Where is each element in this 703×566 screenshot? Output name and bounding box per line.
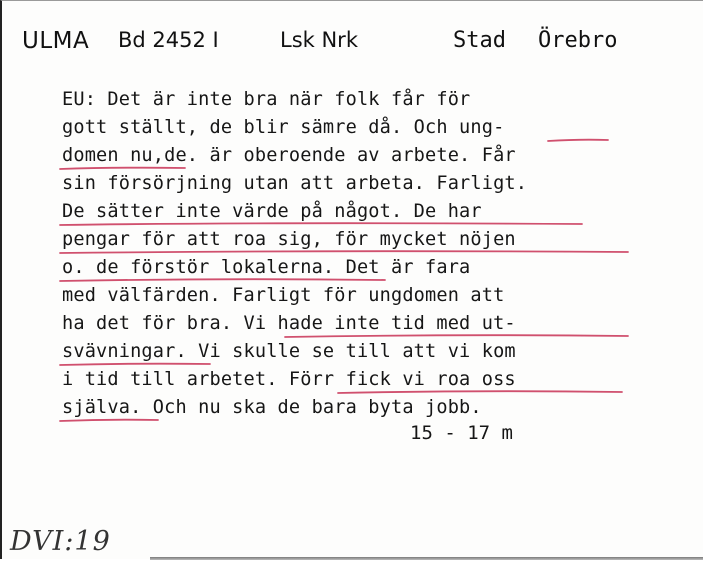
text-line: sin försörjning utan att arbeta. Farligt. [62,173,528,194]
underline-mark [60,223,582,225]
text-line: själva. Och nu ska de bara byta jobb. [62,397,482,418]
underline-mark [60,364,210,365]
text-line: De sätter inte värde på något. De har [62,201,482,222]
text-line: i tid till arbetet. Förr fick vi roa oss [62,369,516,390]
underline-mark [338,391,622,393]
informant-age: 15 - 17 m [410,422,513,444]
underline-mark [548,140,608,141]
volume-number: Bd 2452 I [118,28,219,52]
text-line: svävningar. Vi skulle se till att vi kom [62,341,516,362]
text-line: EU: Det är inte bra när folk får för [62,89,471,110]
underline-mark [60,420,158,421]
place-label: Stad [453,28,506,53]
underline-mark [285,335,628,337]
text-line: domen nu,de. är oberoende av arbete. Får [62,145,516,166]
underline-mark [60,168,185,169]
text-line: ha det för bra. Vi hade inte tid med ut- [62,313,516,334]
place-name: Örebro [538,28,618,53]
card-signum: DVI:19 [10,526,111,557]
text-line: o. de förstör lokalerna. Det är fara [62,257,471,278]
region-code: Lsk Nrk [280,28,358,52]
underline-mark [60,279,385,281]
text-line: med välfärden. Farligt för ungdomen att [62,285,505,306]
text-line: pengar för att roa sig, för mycket nöjen [62,229,516,250]
underline-mark [60,251,628,253]
archive-code: ULMA [22,28,90,54]
text-line: gott ställt, de blir sämre då. Och ung- [62,117,505,138]
